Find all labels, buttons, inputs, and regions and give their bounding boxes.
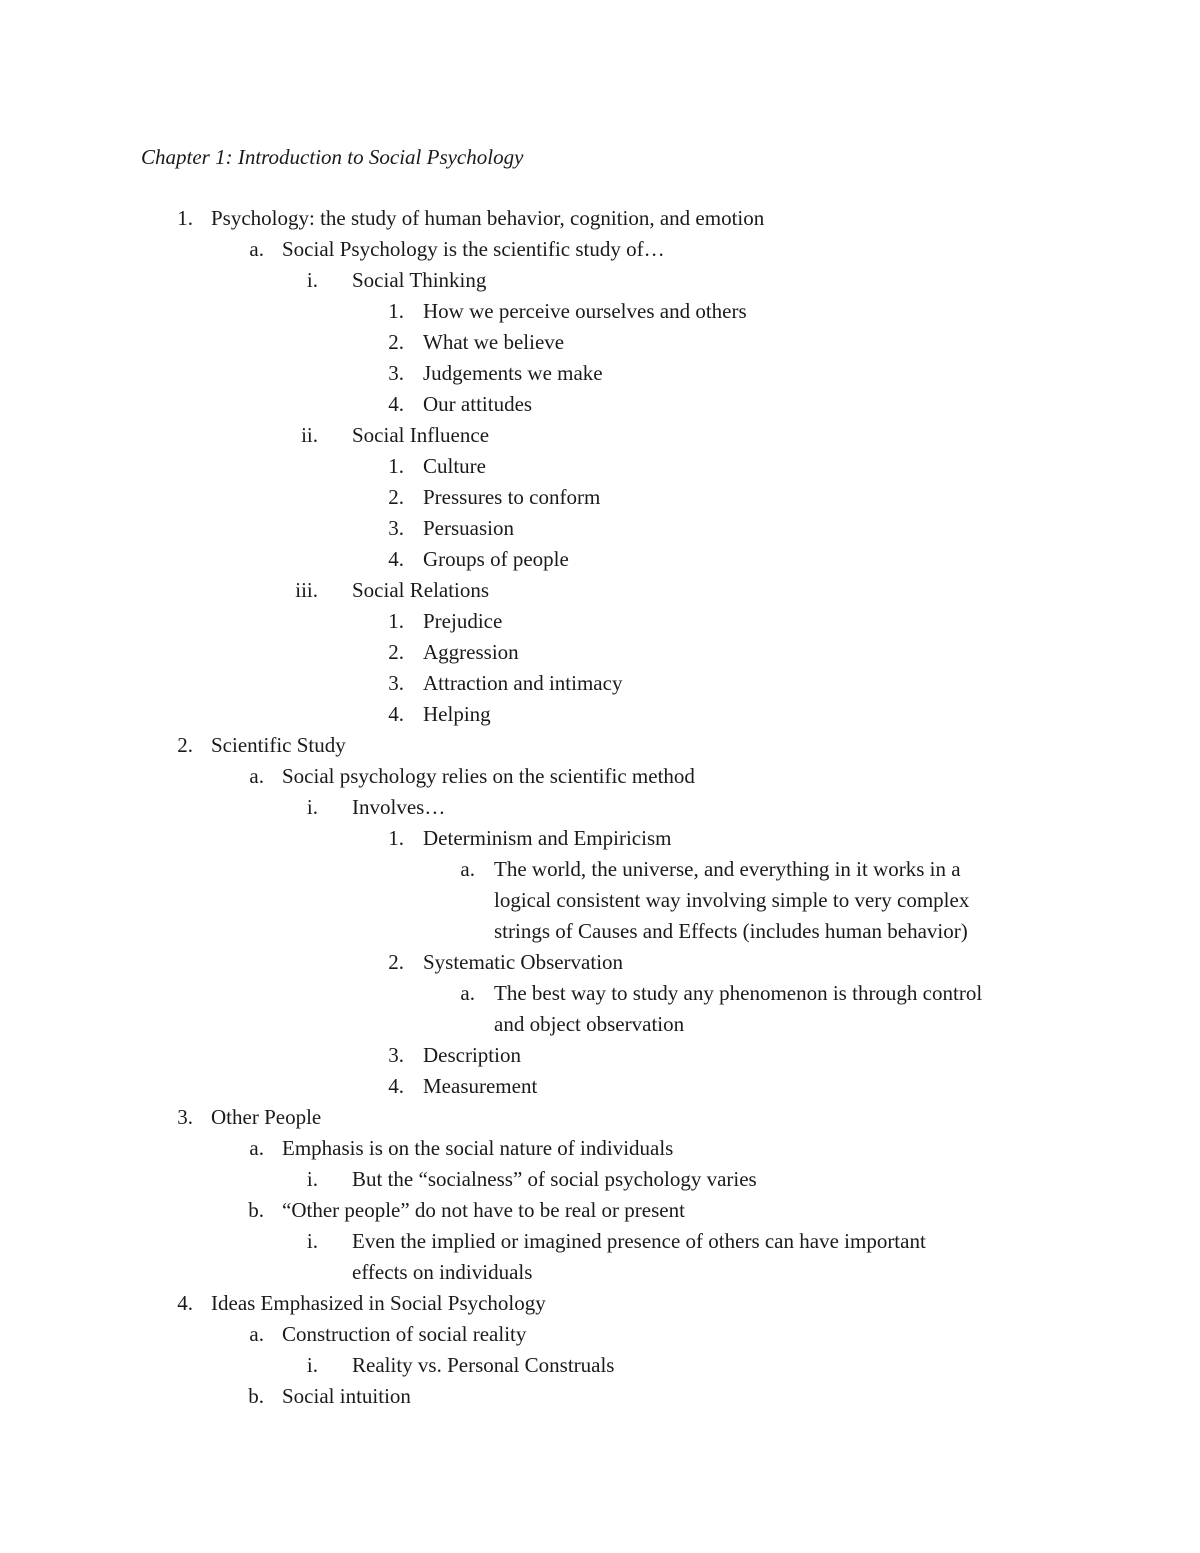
outline-marker: 4.	[388, 392, 404, 416]
outline-marker: 4.	[388, 1074, 404, 1098]
outline-item	[0, 234, 1200, 265]
outline-marker: 4.	[388, 547, 404, 571]
outline-marker: b.	[248, 1198, 264, 1222]
outline-marker: i.	[306, 268, 318, 292]
outline-text: strings of Causes and Effects (includes human behavior)	[494, 919, 968, 943]
outline-marker: 3.	[388, 671, 404, 695]
outline-text: Prejudice	[423, 609, 503, 633]
outline-item	[0, 1288, 1200, 1319]
outline-text: effects on individuals	[352, 1260, 533, 1284]
outline-marker: i.	[306, 1353, 318, 1377]
outline-marker: a.	[249, 764, 264, 788]
outline-item	[0, 1381, 1200, 1412]
outline-marker: ii.	[301, 423, 318, 447]
outline-text: Judgements we make	[423, 361, 603, 385]
outline-item	[0, 916, 1200, 947]
outline-item	[0, 451, 1200, 482]
outline-text: Emphasis is on the social nature of individuals	[282, 1136, 674, 1160]
outline-text: Our attitudes	[423, 392, 533, 416]
outline-marker: 4.	[177, 1291, 193, 1315]
outline-item	[0, 1133, 1200, 1164]
outline-marker: 2.	[388, 950, 404, 974]
outline-text: Scientific Study	[211, 733, 346, 757]
outline-item	[0, 1040, 1200, 1071]
outline-item	[0, 1164, 1200, 1195]
outline-item	[0, 1319, 1200, 1350]
outline-item	[0, 358, 1200, 389]
outline-text: and object observation	[494, 1012, 685, 1036]
outline-text: Aggression	[423, 640, 519, 664]
outline-text: Social intuition	[282, 1384, 411, 1408]
outline-text: Culture	[423, 454, 486, 478]
outline-text: Social Relations	[352, 578, 490, 602]
outline-item	[0, 265, 1200, 296]
outline-text: Social Psychology is the scientific study of…	[282, 237, 665, 261]
outline-marker: 2.	[388, 640, 404, 664]
outline-marker: a.	[249, 1322, 264, 1346]
outline-item	[0, 544, 1200, 575]
outline-text: Measurement	[423, 1074, 538, 1098]
outline-text: “Other people” do not have to be real or present	[282, 1198, 685, 1222]
outline-marker: iii.	[295, 578, 318, 602]
outline-text: But the “socialness” of social psychology varies	[352, 1167, 757, 1191]
outline-text: The world, the universe, and everything in it works in a	[494, 857, 961, 881]
outline-text: How we perceive ourselves and others	[423, 299, 747, 323]
outline-item	[0, 854, 1200, 885]
outline-item	[0, 978, 1200, 1009]
outline-marker: 3.	[388, 361, 404, 385]
outline-text: Groups of people	[423, 547, 569, 571]
outline-text: logical consistent way involving simple to very complex	[494, 888, 970, 912]
outline-item	[0, 606, 1200, 637]
outline-text: Reality vs. Personal Construals	[352, 1353, 615, 1377]
outline-marker: a.	[460, 857, 475, 881]
outline-item	[0, 885, 1200, 916]
outline-marker: 4.	[388, 702, 404, 726]
outline-item	[0, 637, 1200, 668]
outline-text: Systematic Observation	[423, 950, 624, 974]
outline-marker: i.	[306, 1167, 318, 1191]
outline-marker: 1.	[177, 206, 193, 230]
outline-item	[0, 1350, 1200, 1381]
outline-item	[0, 823, 1200, 854]
outline-item	[0, 1195, 1200, 1226]
outline-text: Description	[423, 1043, 521, 1067]
outline-list	[0, 203, 1200, 1412]
outline-text: Determinism and Empiricism	[423, 826, 672, 850]
outline-marker: 1.	[388, 826, 404, 850]
outline-text: Even the implied or imagined presence of others can have important	[352, 1229, 926, 1253]
outline-item	[0, 947, 1200, 978]
outline-marker: 2.	[388, 330, 404, 354]
outline-marker: 1.	[388, 454, 404, 478]
outline-text: Social Influence	[352, 423, 490, 447]
outline-item	[0, 1102, 1200, 1133]
outline-item	[0, 730, 1200, 761]
outline-text: Involves…	[352, 795, 446, 819]
outline-marker: 3.	[177, 1105, 193, 1129]
outline-item	[0, 420, 1200, 451]
outline-item	[0, 327, 1200, 358]
outline-item	[0, 1009, 1200, 1040]
outline-text: Helping	[423, 702, 491, 726]
outline-item	[0, 1257, 1200, 1288]
outline-text: Psychology: the study of human behavior, cognition, and emotion	[211, 206, 765, 230]
outline-text: Persuasion	[423, 516, 514, 540]
outline-item	[0, 1071, 1200, 1102]
outline-text: What we believe	[423, 330, 565, 354]
outline-marker: 2.	[177, 733, 193, 757]
outline-item	[0, 513, 1200, 544]
outline-marker: b.	[248, 1384, 264, 1408]
outline-text: Construction of social reality	[282, 1322, 527, 1346]
outline-text: Social Thinking	[352, 268, 487, 292]
outline-item	[0, 482, 1200, 513]
outline-item	[0, 296, 1200, 327]
outline-marker: 2.	[388, 485, 404, 509]
outline-marker: a.	[249, 1136, 264, 1160]
outline-marker: 3.	[388, 1043, 404, 1067]
outline-marker: i.	[306, 795, 318, 819]
outline-text: Pressures to conform	[423, 485, 601, 509]
outline-item	[0, 203, 1200, 234]
outline-text: The best way to study any phenomenon is through control	[494, 981, 983, 1005]
outline-item	[0, 699, 1200, 730]
outline-text: Attraction and intimacy	[423, 671, 623, 695]
outline-text: Other People	[211, 1105, 322, 1129]
outline-marker: a.	[249, 237, 264, 261]
outline-text: Ideas Emphasized in Social Psychology	[211, 1291, 546, 1315]
outline-text: Social psychology relies on the scientific method	[282, 764, 695, 788]
outline-item	[0, 668, 1200, 699]
outline-item	[0, 389, 1200, 420]
outline-item	[0, 761, 1200, 792]
outline-marker: 1.	[388, 299, 404, 323]
document-title: Chapter 1: Introduction to Social Psychology	[141, 145, 524, 169]
outline-item	[0, 792, 1200, 823]
outline-marker: i.	[306, 1229, 318, 1253]
outline-marker: 3.	[388, 516, 404, 540]
outline-item	[0, 575, 1200, 606]
outline-marker: 1.	[388, 609, 404, 633]
outline-marker: a.	[460, 981, 475, 1005]
outline-item	[0, 1226, 1200, 1257]
